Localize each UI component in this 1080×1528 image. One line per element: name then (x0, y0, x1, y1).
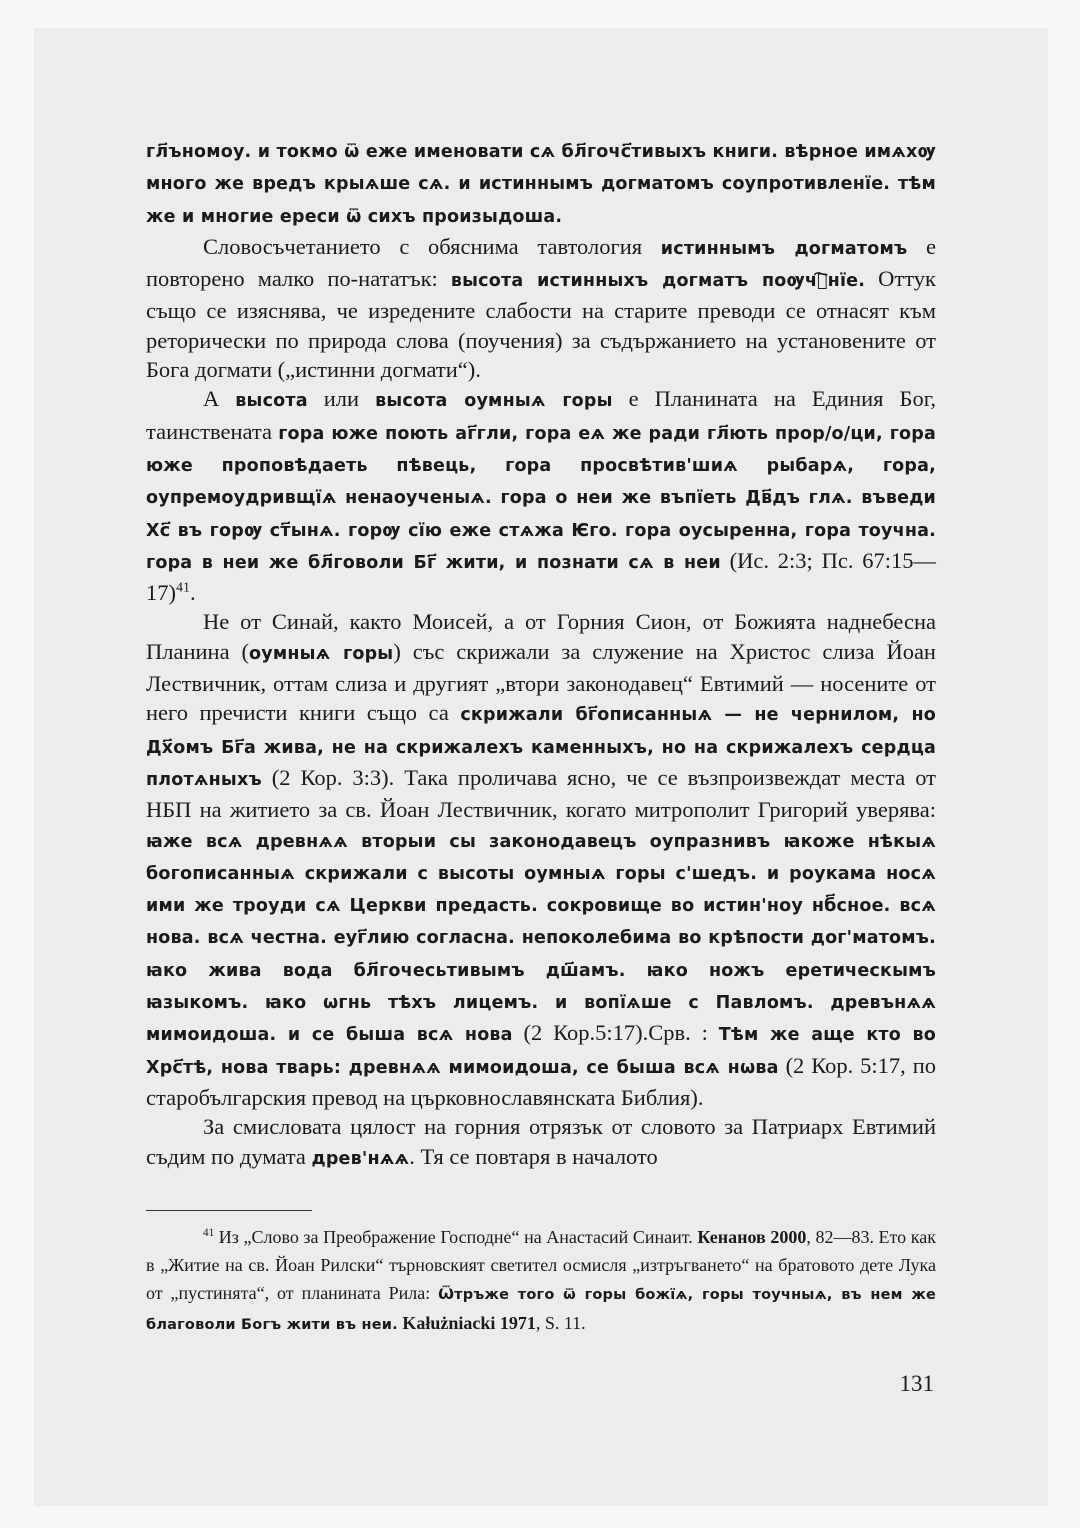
text-segment: Словосъчетанието с обяснима тавтология (203, 233, 661, 259)
church-slavonic-quote: Тѣм же аще кто во Хрс҃тѣ, нова тварь: древнѧѧ мимоидоша, се быша всѧ нѡва (146, 1025, 936, 1078)
footnote-41 (146, 1223, 936, 1339)
text-segment: е повторено малко по-нататък: (146, 233, 936, 292)
text-segment: или (307, 386, 376, 412)
text-segment: За смисловата цялост на горния отрязък от словото за Патриарх Евтимий съдим по думата (146, 1114, 936, 1169)
church-slavonic-quote: гора юже поють аг҃гли, гора еѧ же ради гл҃ють прор/о/ци, гора юже проповѣдаеть пѣвець, гора просвѣтив'шиѧ рыбарѧ, гора, оупремоудривщїѧ ненаоученыѧ. гора о неи же въпїеть Дв҃дъ глѧ. въведи Хс҃ въ горѹ ст҃ынѧ. горѹ сїю еже стѧжа Ѥго. гора оусыренна, гора тоучна. гора в неи же бл҃говоли Бг҃ жити, и познати сѧ в неи (146, 423, 936, 573)
main-text (146, 135, 936, 1174)
paragraph-3 (146, 384, 936, 607)
paragraph-2 (146, 232, 936, 384)
church-slavonic-quote: высота (235, 391, 308, 412)
text-segment: (2 Кор.5:17).Срв. : (512, 1020, 719, 1046)
footnote-marker: 41 (176, 580, 190, 596)
church-slavonic-quote: оумныѧ горы (249, 643, 394, 664)
church-slavonic-quote: гл҃ъномоу. и токмо ѿ еже именовати сѧ бл҃гочс҃тивыхъ книги. вѣрное имѧхѹ много же вредъ крыѧше сѧ. и истиннымъ догматомъ соупротивленїе. тѣм же и многие ереси ѿ сихъ произыдоша. (146, 142, 936, 227)
church-slavonic-quote: Ѿтръже того ѿ горы божїѧ, горы тоучныѧ, въ нем же благоволи Богъ жити въ неи. (146, 1286, 936, 1333)
citation-author: Кенанов 2000 (697, 1226, 807, 1247)
paragraph-5 (146, 1112, 936, 1174)
text-segment: (Ис. 2:3; Пс. 67:15—17) (146, 547, 936, 606)
text-segment: . (189, 580, 196, 606)
book-page (146, 135, 936, 1339)
text-segment: (2 Кор. 3:3). Така проличава ясно, че се възпроизвеждат места от НБП на житието за св. Йоан Лествичник, когато митрополит Григорий уверява: (146, 764, 936, 823)
text-segment: Не от Синай, както Моисей, а от Горния Сион, от Божията наднебесна Планина ( (146, 609, 936, 664)
footnote-separator (146, 1210, 312, 1211)
text-segment: е Планината на Единия Бог, таинствената (146, 386, 937, 444)
paragraph-4 (146, 607, 936, 1112)
church-slavonic-quote: истиннымъ догматомъ (660, 238, 908, 259)
text-segment: Оттук също се изяснява, че изредените слабости на старите преводи се отнасят към реторически по природа слова (поучения) за съдържанието на установените от Бога догмати („истинни догмати“). (146, 266, 936, 383)
footnotes (146, 1223, 936, 1339)
text-segment: , S. 11. (535, 1312, 586, 1333)
text-segment: (2 Кор. 5:17, по старобългарския превод на църковнославянската Библия). (146, 1052, 936, 1110)
citation-author: Kałużniacki 1971 (402, 1312, 536, 1333)
text-segment: ) със скрижали за служение на Христос слиза Йоан Лествичник, оттам слиза и другият „втори законодавец“ Евтимий — носените от него пречисти книги също са (146, 638, 936, 726)
paragraph-1 (146, 135, 936, 232)
church-slavonic-quote: ꙗже всѧ древнѧѧ вторыи сы законодавецъ оупразнивъ ꙗкоже нѣкыѧ богописанныѧ скрижали с высоты оумныѧ горы с'шедъ. и роукама носѧ ими же троуди сѧ Церкви предасть. сокровище во истин'ноу нб҃сное. всѧ нова. всѧ честна. еуг҃лию согласна. непоколебима во крѣпости дог'матомъ. ꙗко жива вода бл҃гочесьтивымъ дш҃амъ. ꙗко ножъ еретическымъ ꙗзыкомъ. ꙗко ѡгнь тѣхъ лицемъ. и вопїѧше с Павломъ. древънѧѧ мимоидоша. и се быша всѧ нова (146, 831, 936, 1046)
footnote-marker: 41 (203, 1226, 215, 1239)
church-slavonic-quote: древ'нѧѧ (311, 1148, 410, 1169)
text-segment: , 82—83. Ето как в „Житие на св. Йоан Рилски“ търновският светител осмисля „изтръгването“ на братовото дете Лука от „пустинята“, от планината Рила: (146, 1226, 936, 1303)
text-segment: . Тя се повтаря в началото (409, 1143, 658, 1169)
church-slavonic-quote: высота истинныхъ догматъ поѹчⷭ҇нїе. (450, 271, 866, 292)
text-segment: А (203, 386, 236, 412)
text-segment: Из „Слово за Преображение Господне“ на Анастасий Синаит. (214, 1226, 698, 1247)
page-number: 131 (899, 1371, 934, 1396)
church-slavonic-quote: высота оумныѧ горы (375, 391, 613, 412)
church-slavonic-quote: скрижали бг҃описанныѧ — не чернилом, но Дх҃омъ Бг҃а жива, не на скрижалехъ каменныхъ, но на скрижалехъ сердца плотѧныхъ (146, 705, 936, 790)
